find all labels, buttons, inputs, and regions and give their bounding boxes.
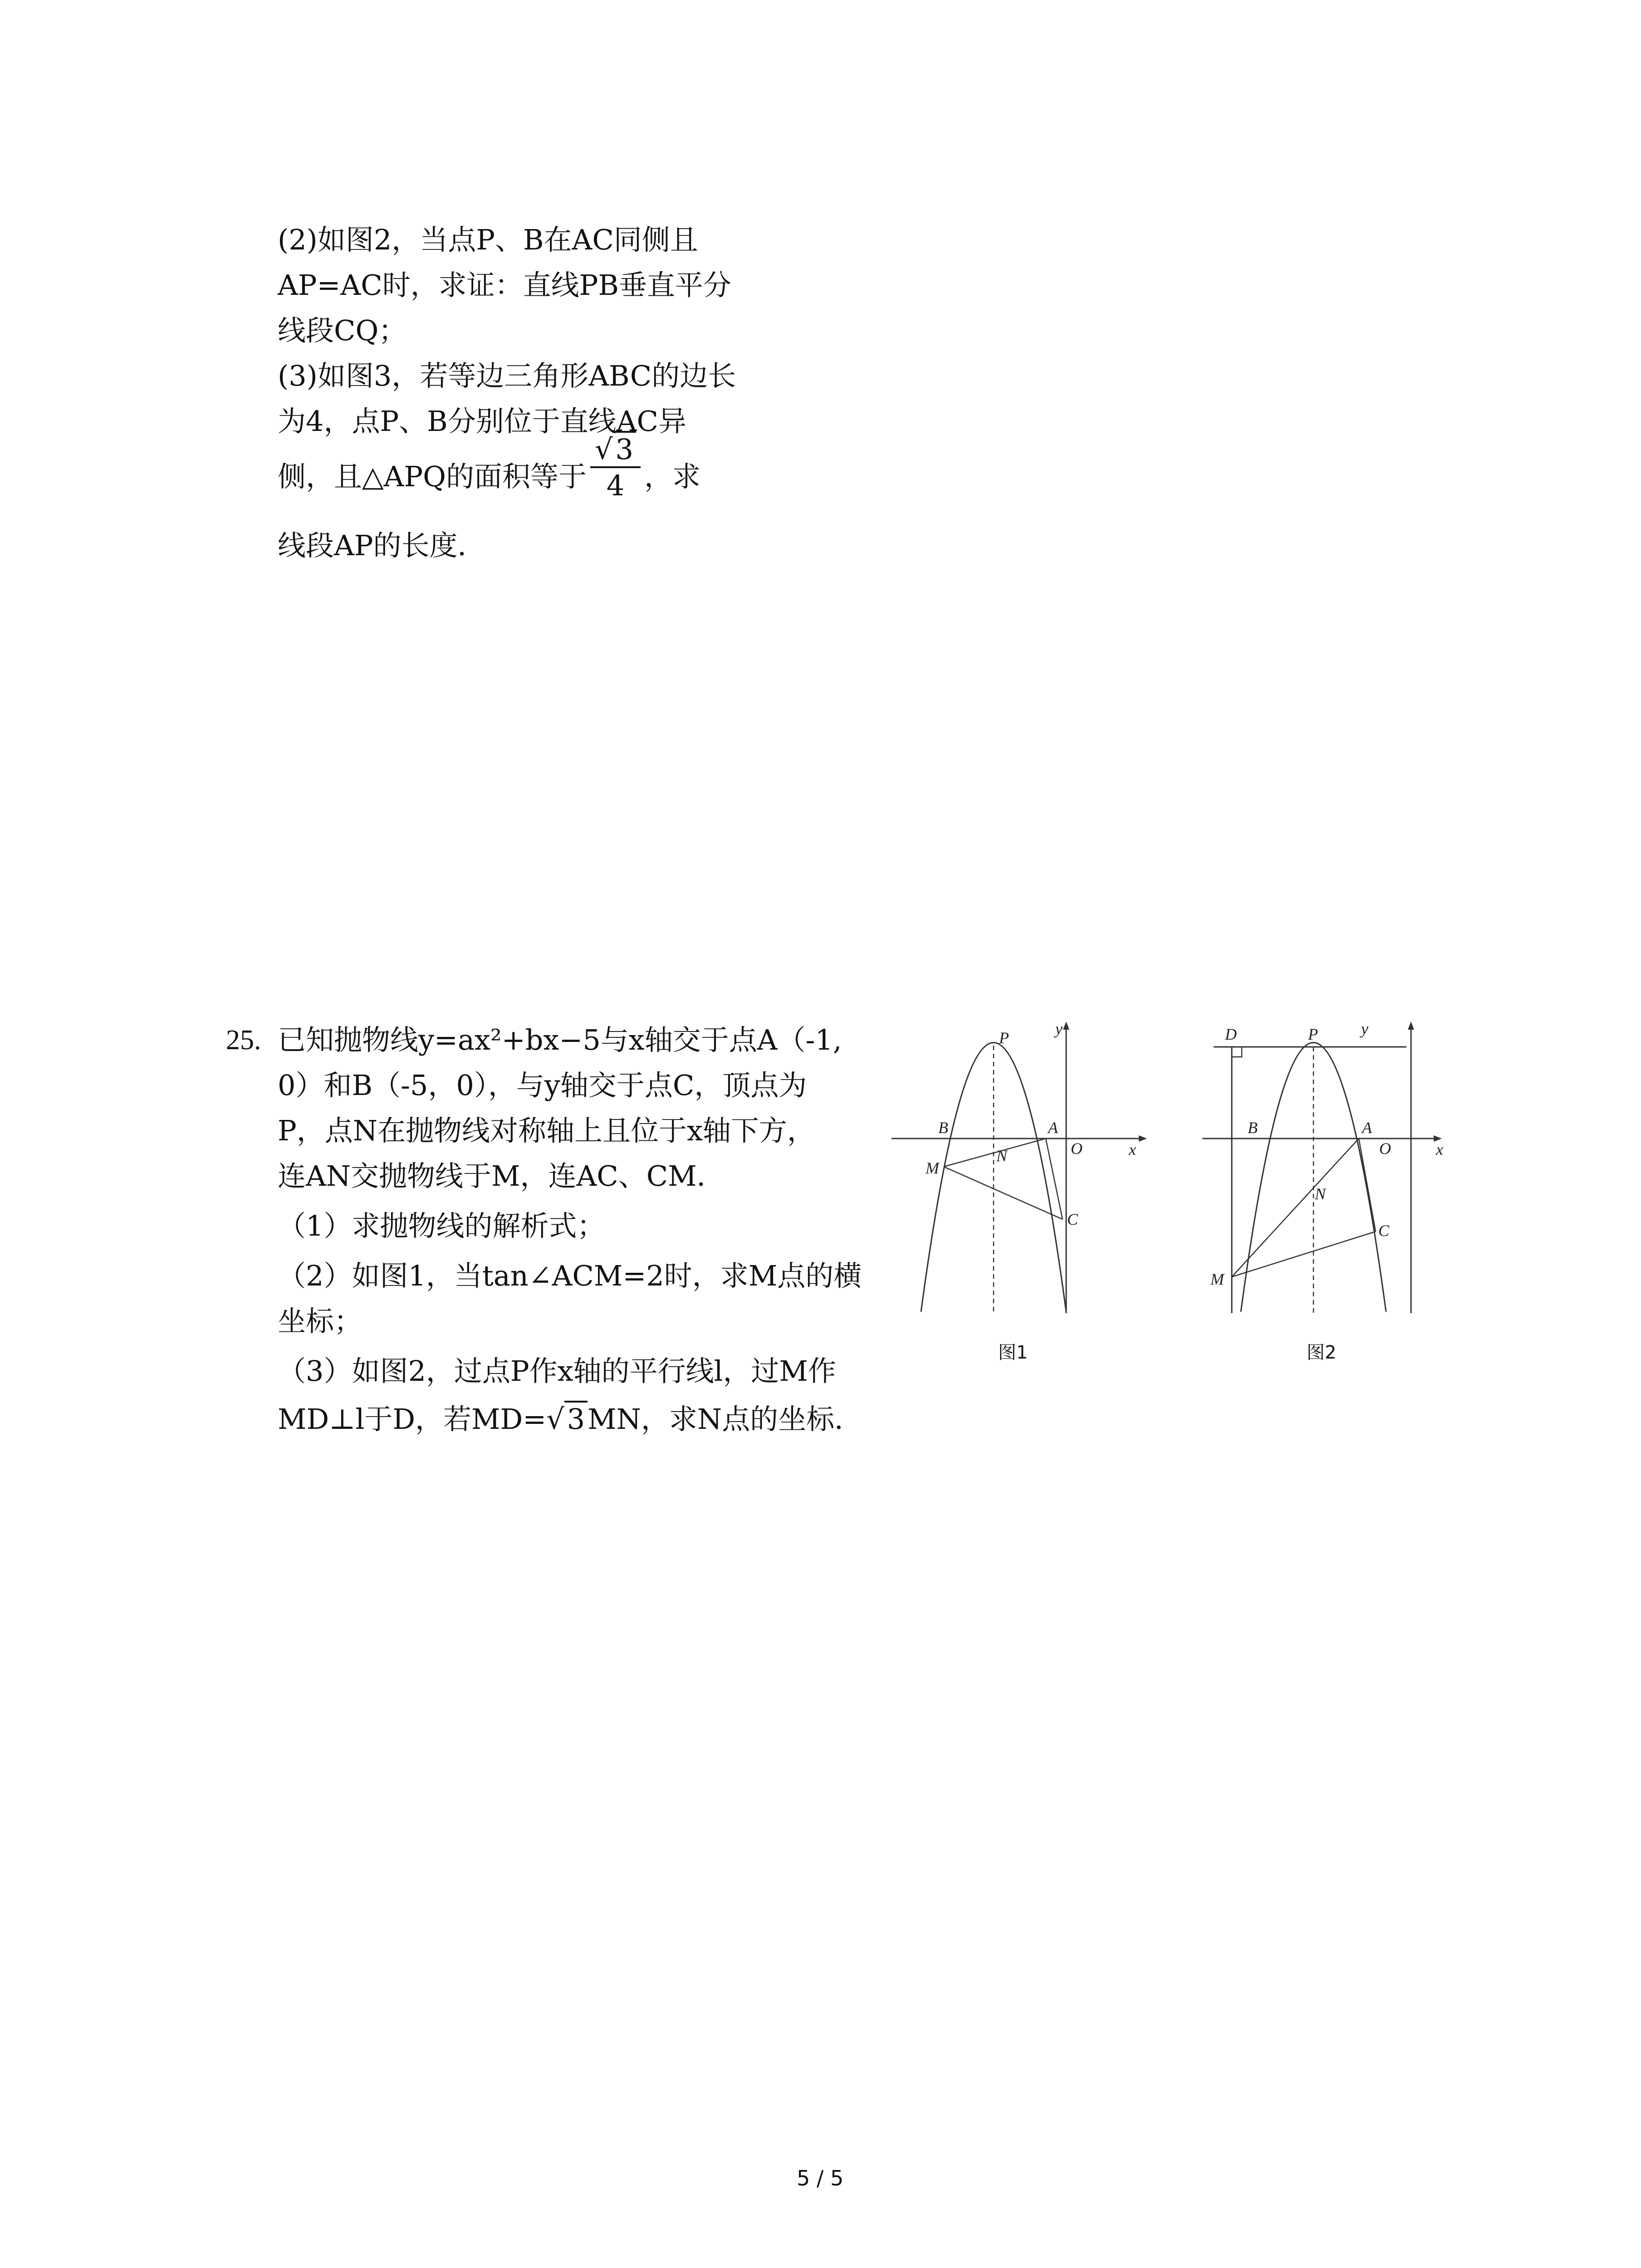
- q24-line-2: AP=AC时，求证：直线PB垂直平分: [278, 269, 731, 302]
- q24-line-1: (2)如图2，当点P、B在AC同侧且: [278, 223, 698, 256]
- page-number: 5 / 5: [797, 2166, 844, 2190]
- segment-am: [1232, 1139, 1359, 1277]
- q25-line-2: 0）和B（-5，0），与y轴交于点C，顶点为: [278, 1069, 807, 1102]
- q25-line-9b: MN，求N点的坐标．: [588, 1403, 863, 1436]
- label-o: O: [1379, 1139, 1391, 1158]
- figure-1-caption: 图1: [998, 1342, 1028, 1363]
- label-p: P: [999, 1029, 1009, 1047]
- label-n: N: [1315, 1185, 1326, 1203]
- segment-ac: [1046, 1139, 1063, 1219]
- q25-line-9a: MD⊥l于D，若MD=: [278, 1403, 547, 1436]
- figure-2-caption: 图2: [1307, 1342, 1337, 1363]
- label-x: x: [1436, 1140, 1443, 1158]
- label-c: C: [1067, 1210, 1078, 1228]
- sqrt-radicand: 3: [564, 1401, 588, 1436]
- q25-line-7: 坐标；: [278, 1305, 362, 1338]
- figure-2-diagram: [1198, 1016, 1452, 1325]
- label-n: N: [996, 1147, 1008, 1165]
- label-b: B: [938, 1119, 948, 1137]
- q24-line-3: 线段CQ；: [278, 314, 407, 347]
- figure-2: [1198, 1016, 1452, 1326]
- segment-ac: [1359, 1139, 1376, 1232]
- q25-line-6: （2）如图1，当tan∠ACM=2时，求M点的横: [278, 1259, 862, 1292]
- q25-line-8: （3）如图2，过点P作x轴的平行线l，过M作: [278, 1354, 836, 1388]
- x-axis-arrow: [1139, 1135, 1147, 1142]
- label-m: M: [1210, 1270, 1224, 1288]
- figure-1: [885, 1016, 1166, 1326]
- q24-line-6a: 侧，且△APQ的面积等于: [278, 460, 587, 494]
- figure-1-diagram: [885, 1016, 1166, 1325]
- y-axis-arrow: [1408, 1022, 1414, 1030]
- label-a: A: [1048, 1119, 1058, 1137]
- segment-am: [944, 1139, 1046, 1167]
- label-o: O: [1071, 1139, 1083, 1158]
- q24-line-6: [278, 433, 700, 502]
- label-m: M: [926, 1159, 939, 1177]
- q24-line-4: (3)如图3，若等边三角形ABC的边长: [278, 359, 736, 392]
- label-y: y: [1055, 1020, 1063, 1038]
- q25-line-3: P，点N在抛物线对称轴上且位于x轴下方，: [278, 1114, 815, 1147]
- label-d: D: [1225, 1025, 1237, 1043]
- fraction-denominator: 4: [606, 469, 625, 502]
- q24-line-5: 为4，点P、B分别位于直线AC异: [278, 405, 686, 438]
- q25-line-5: （1）求抛物线的解析式；: [278, 1209, 605, 1242]
- label-x: x: [1129, 1140, 1136, 1158]
- fraction-sqrt3-over-4: $\frac{√3}{4}$: [590, 435, 641, 500]
- label-c: C: [1378, 1222, 1390, 1240]
- label-p: P: [1308, 1025, 1318, 1043]
- q24-line-7: 线段AP的长度．: [278, 529, 486, 562]
- fraction-numerator: 3: [613, 431, 636, 466]
- q24-line-6b: ，求: [644, 460, 700, 494]
- q25-number: 25.: [226, 1025, 261, 1056]
- right-angle-mark: [1232, 1047, 1242, 1057]
- y-axis-arrow: [1063, 1022, 1069, 1030]
- label-y: y: [1361, 1020, 1368, 1038]
- q25-line-1: 已知抛物线y=ax²+bx−5与x轴交于点A（-1,: [278, 1023, 842, 1056]
- sqrt-3: √3: [546, 1405, 588, 1433]
- q25-line-4: 连AN交抛物线于M，连AC、CM．: [278, 1159, 725, 1193]
- label-a: A: [1362, 1119, 1372, 1137]
- q25-line-9: [278, 1403, 863, 1436]
- label-b: B: [1248, 1119, 1258, 1137]
